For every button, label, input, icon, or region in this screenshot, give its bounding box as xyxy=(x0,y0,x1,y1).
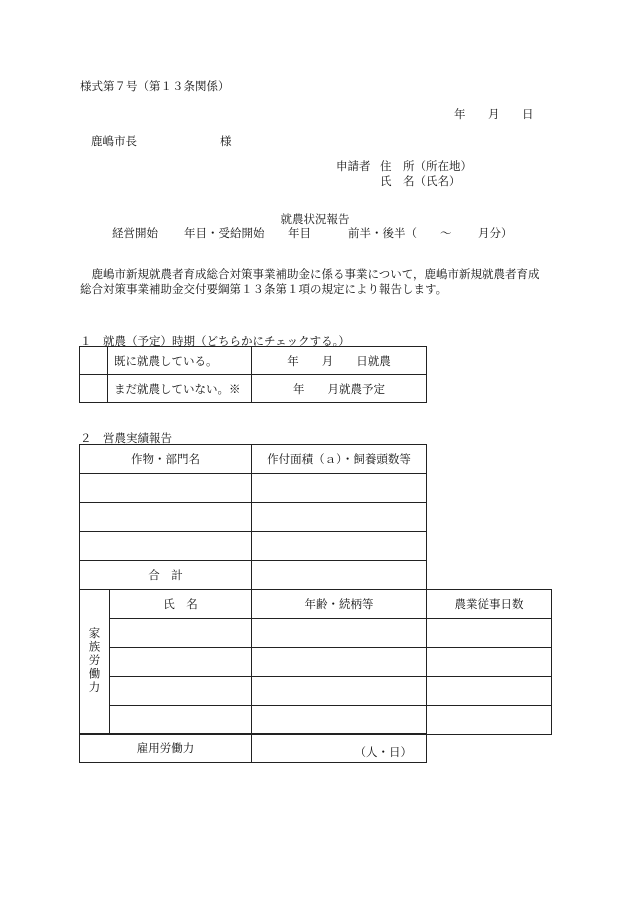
family-days-cell[interactable] xyxy=(427,619,552,648)
family-name-cell[interactable] xyxy=(110,648,252,677)
section1-heading: １ 就農（予定）時期（どちらかにチェックする。） xyxy=(80,334,350,348)
total-label: 合 計 xyxy=(80,561,252,590)
document-title: 就農状況報告 xyxy=(280,212,350,226)
section2-heading: ２ 営農実績報告 xyxy=(80,431,172,445)
applicant-label: 申請者 xyxy=(336,159,371,173)
total-area-cell[interactable] xyxy=(252,561,427,590)
area-cell[interactable] xyxy=(252,474,427,503)
family-labor-table xyxy=(79,589,552,735)
subtitle-start: 経営開始 xyxy=(112,226,158,240)
family-days-cell[interactable] xyxy=(427,677,552,706)
not-yet-farming-date[interactable]: 年 月就農予定 xyxy=(252,375,427,403)
family-name-cell[interactable] xyxy=(110,706,252,735)
addressee-city: 鹿嶋市長 xyxy=(91,134,137,148)
area-cell[interactable] xyxy=(252,532,427,561)
already-farming-label: 既に就農している。 xyxy=(108,347,252,375)
family-age-cell[interactable] xyxy=(252,648,427,677)
crop-cell[interactable] xyxy=(80,532,252,561)
date-month-label: 月 xyxy=(488,107,500,121)
family-labor-label-cell xyxy=(80,590,110,735)
days-column-header: 農業従事日数 xyxy=(427,590,552,619)
family-days-cell[interactable] xyxy=(427,706,552,735)
subtitle-year2: 年目 xyxy=(288,226,311,240)
area-column-header: 作付面積（ａ）・飼養頭数等 xyxy=(252,445,427,474)
date-year-label: 年 xyxy=(454,107,466,121)
family-age-cell[interactable] xyxy=(252,677,427,706)
subtitle-half: 前半・後半（ xyxy=(348,226,417,240)
hired-labor-table xyxy=(79,733,427,763)
checkbox-not-yet-farming[interactable] xyxy=(80,375,108,403)
crop-cell[interactable] xyxy=(80,474,252,503)
area-cell[interactable] xyxy=(252,503,427,532)
addressee-honorific: 様 xyxy=(220,134,232,148)
subtitle-tilde: 〜 xyxy=(440,226,452,240)
intro-line-1: 鹿嶋市新規就農者育成総合対策事業補助金に係る事業について，鹿嶋市新規就農者育成 xyxy=(80,267,540,281)
form-number: 様式第７号（第１３条関係） xyxy=(80,79,230,93)
subtitle-month: 月分） xyxy=(478,226,513,240)
applicant-address-label: 住 所（所在地） xyxy=(380,159,472,173)
crop-cell[interactable] xyxy=(80,503,252,532)
date-day-label: 日 xyxy=(522,107,534,121)
applicant-name-label: 氏 名（氏名） xyxy=(380,174,461,188)
farming-start-table xyxy=(79,346,427,403)
hired-labor-unit[interactable]: （人・日） xyxy=(252,734,427,763)
crop-column-header: 作物・部門名 xyxy=(80,445,252,474)
crop-table xyxy=(79,444,427,590)
family-age-cell[interactable] xyxy=(252,619,427,648)
family-labor-label: 家族労働力 xyxy=(87,626,102,695)
family-name-cell[interactable] xyxy=(110,677,252,706)
name-column-header: 氏 名 xyxy=(110,590,252,619)
not-yet-farming-label: まだ就農していない。※ xyxy=(108,375,252,403)
family-age-cell[interactable] xyxy=(252,706,427,735)
subtitle-year1: 年目・受給開始 xyxy=(184,226,265,240)
already-farming-date[interactable]: 年 月 日就農 xyxy=(252,347,427,375)
intro-line-2: 総合対策事業補助金交付要綱第１３条第１項の規定により報告します。 xyxy=(80,282,448,296)
age-column-header: 年齢・続柄等 xyxy=(252,590,427,619)
family-days-cell[interactable] xyxy=(427,648,552,677)
family-name-cell[interactable] xyxy=(110,619,252,648)
checkbox-already-farming[interactable] xyxy=(80,347,108,375)
hired-labor-label: 雇用労働力 xyxy=(80,734,252,763)
